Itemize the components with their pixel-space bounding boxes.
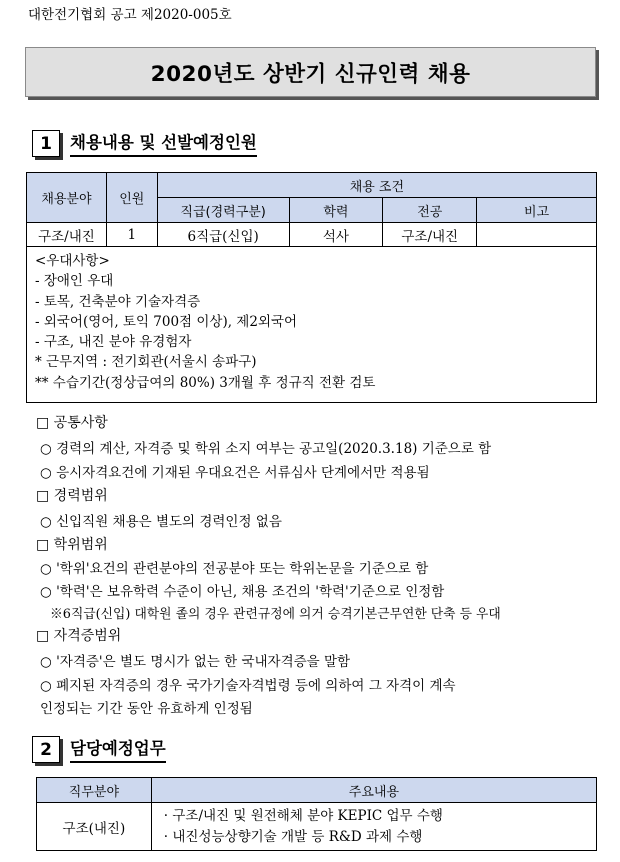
page-title: 2020년도 상반기 신규인력 채용 bbox=[150, 61, 471, 87]
preference-line: ** 수습기간(정상급여의 80%) 3개월 후 정규직 전환 검토 bbox=[35, 374, 376, 391]
preference-line: <우대사항> bbox=[35, 253, 110, 269]
recruitment-table bbox=[26, 172, 597, 247]
list-item: ○ 폐지된 자격증의 경우 국가기술자격법령 등에 의하여 그 자격이 계속 bbox=[40, 678, 456, 694]
list-item: ○ '자격증'은 별도 명시가 없는 한 국내자격증을 말함 bbox=[40, 654, 351, 670]
preferences-box bbox=[26, 246, 597, 403]
title-banner bbox=[25, 47, 596, 97]
cell-field: 구조/내진 bbox=[27, 223, 107, 247]
header-conditions: 채용 조건 bbox=[157, 173, 596, 198]
cell-degree: 석사 bbox=[289, 223, 383, 247]
cell-contents bbox=[151, 803, 596, 851]
section-2-number: 2 bbox=[32, 736, 60, 763]
section-1-heading bbox=[32, 127, 257, 157]
cell-major: 구조/내진 bbox=[383, 223, 477, 247]
section-1-title: 채용내용 및 선발예정인원 bbox=[70, 129, 257, 157]
list-item: ○ '학력'은 보유학력 수준이 아닌, 채용 조건의 '학력'기준으로 인정함 bbox=[40, 584, 445, 600]
section-license-heading: □ 자격증범위 bbox=[36, 628, 122, 644]
preference-line: - 토목, 건축분야 기술자격증 bbox=[35, 293, 201, 310]
header-grade: 직급(경력구분) bbox=[157, 198, 289, 223]
list-item: ○ 응시자격요건에 기재된 우대요건은 서류심사 단계에서만 적용됨 bbox=[40, 465, 430, 481]
section-2-title: 담당예정업무 bbox=[70, 735, 166, 763]
table-row bbox=[37, 803, 597, 851]
duty-line: · 구조/내진 및 원전해체 분야 KEPIC 업무 수행 bbox=[163, 807, 443, 824]
notice-number: 대한전기협회 공고 제2020-005호 bbox=[28, 7, 232, 23]
preference-line: - 외국어(영어, 토익 700점 이상), 제2외국어 bbox=[35, 313, 298, 330]
header-note: 비고 bbox=[477, 198, 597, 223]
section-2-heading bbox=[32, 733, 166, 763]
duties-table bbox=[36, 777, 597, 851]
header-major: 전공 bbox=[383, 198, 477, 223]
list-item: ○ 경력의 계산, 자격증 및 학위 소지 여부는 공고일(2020.3.18) 기준으로 함 bbox=[40, 441, 492, 457]
duty-line: · 내진성능상향기술 개발 등 R&D 과제 수행 bbox=[163, 828, 423, 845]
preference-line: - 구조, 내진 분야 유경험자 bbox=[35, 334, 192, 351]
section-degree-heading: □ 학위범위 bbox=[36, 537, 108, 553]
section-common-heading: □ 공통사항 bbox=[36, 415, 108, 431]
cell-count: 1 bbox=[106, 223, 157, 247]
cell-grade: 6직급(신입) bbox=[157, 223, 289, 247]
header-field: 채용분야 bbox=[27, 173, 107, 223]
list-item-note: ※6직급(신입) 대학원 졸의 경우 관련규정에 의거 승격기본근무연한 단축 등 우대 bbox=[50, 607, 501, 622]
preference-line: - 장애인 우대 bbox=[35, 273, 114, 290]
cell-job-field: 구조(내진) bbox=[37, 803, 152, 851]
list-item: ○ 신입직원 채용은 별도의 경력인정 없음 bbox=[40, 514, 282, 530]
section-1-number: 1 bbox=[32, 130, 60, 157]
header-count: 인원 bbox=[106, 173, 157, 223]
section-career-heading: □ 경력범위 bbox=[36, 488, 108, 504]
list-item: 인정되는 기간 동안 유효하게 인정됨 bbox=[40, 701, 253, 717]
header-job-field: 직무분야 bbox=[37, 778, 152, 803]
cell-note bbox=[477, 223, 597, 247]
table-row bbox=[27, 223, 597, 247]
header-main-content: 주요내용 bbox=[151, 778, 596, 803]
header-degree: 학력 bbox=[289, 198, 383, 223]
preference-line: * 근무지역 : 전기회관(서울시 송파구) bbox=[35, 354, 257, 371]
list-item: ○ '학위'요건의 관련분야의 전공분야 또는 학위논문을 기준으로 함 bbox=[40, 561, 429, 577]
